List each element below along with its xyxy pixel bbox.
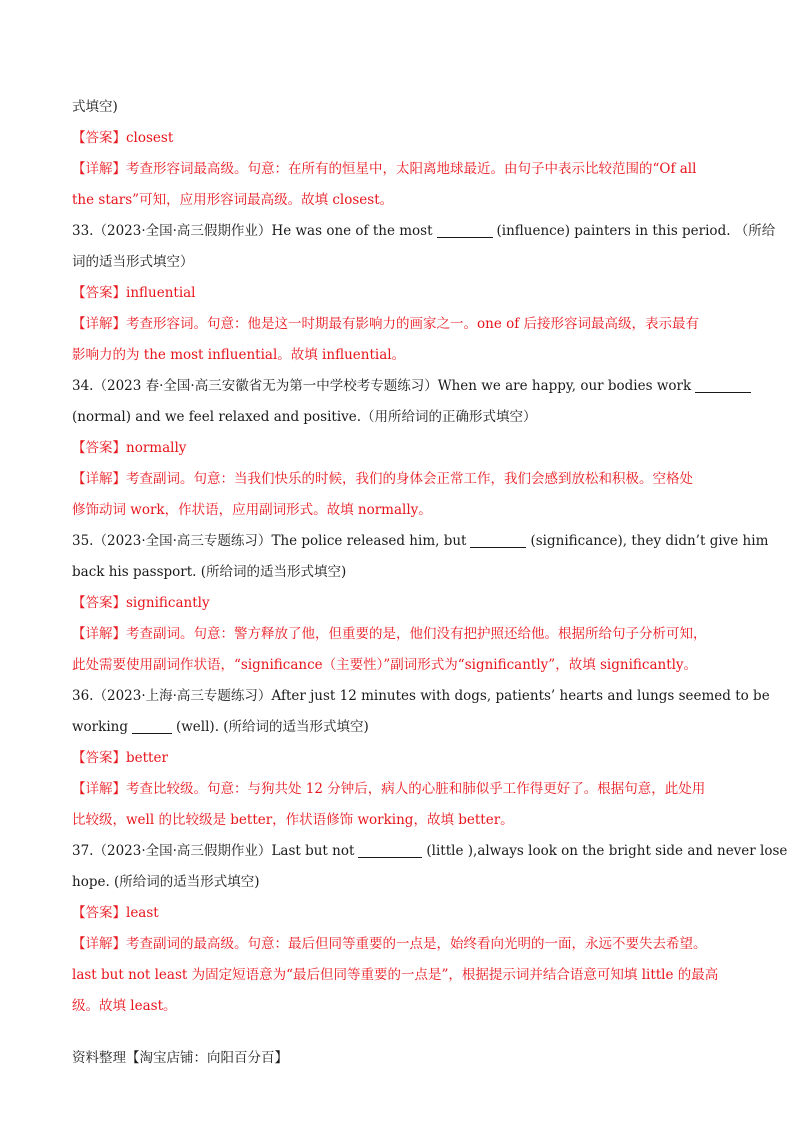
answer-blank <box>437 219 493 238</box>
q32-answer <box>72 123 728 154</box>
question-text: 词的适当形式填空） <box>72 254 194 270</box>
detail-text: 影响力的为 the most influential。故填 influential。 <box>72 347 406 363</box>
q36-question-line2 <box>72 712 728 743</box>
detail-text: 比较级，well 的比较级是 better，作状语修饰 working，故填 better。 <box>72 812 514 828</box>
question-number: 36. <box>72 688 94 704</box>
answer-tag: 【答案】 <box>72 905 126 921</box>
q34-detail-line1 <box>72 464 728 495</box>
fragment-text: 式填空) <box>72 99 118 115</box>
detail-tag: 【详解】 <box>72 781 126 797</box>
q34-question-line2 <box>72 402 728 433</box>
answer-tag: 【答案】 <box>72 130 126 146</box>
question-text: When we are happy, our bodies work <box>437 378 692 394</box>
detail-text: 此处需要使用副词作状语，“significance（主要性）”副词形式为“significantly”，故填 significantly。 <box>72 657 698 673</box>
q35-answer <box>72 588 728 619</box>
q34-question-line1 <box>72 371 728 402</box>
question-text: (normal) and we feel relaxed and positive.（用所给词的正确形式填空） <box>72 409 537 425</box>
fragment-line <box>72 92 728 123</box>
question-source: （2023·全国·高三专题练习） <box>93 533 272 549</box>
q36-answer <box>72 743 728 774</box>
detail-text: 修饰动词 work，作状语，应用副词形式。故填 normally。 <box>72 502 432 518</box>
question-text: He was one of the most <box>271 223 433 239</box>
answer-tag: 【答案】 <box>72 440 126 456</box>
question-text: hope. (所给词的适当形式填空) <box>72 874 260 890</box>
page-footer <box>72 1046 288 1066</box>
question-text: (influence) painters in this period. （所给 <box>496 223 776 239</box>
detail-text: 考查形容词。句意：他是这一时期最有影响力的画家之一。one of 后接形容词最高级，表示最有 <box>126 316 700 332</box>
q33-question-line1 <box>72 216 776 247</box>
detail-text: 考查比较级。句意：与狗共处 12 分钟后，病人的心脏和肺似乎工作得更好了。根据句意，此处用 <box>126 781 706 797</box>
detail-text: the stars”可知，应用形容词最高级。故填 closest。 <box>72 192 394 208</box>
question-source: （2023·全国·高三假期作业） <box>93 223 272 239</box>
document-page <box>72 92 788 1022</box>
q35-detail-line2 <box>72 650 728 681</box>
detail-tag: 【详解】 <box>72 471 126 487</box>
answer-text: least <box>126 905 159 921</box>
question-text: (little ),always look on the bright side and never lose <box>426 843 788 859</box>
answer-blank <box>358 839 422 858</box>
answer-text: normally <box>126 440 187 456</box>
detail-text: 考查形容词最高级。句意：在所有的恒星中，太阳离地球最近。由句子中表示比较范围的“Of all <box>126 161 697 177</box>
answer-tag: 【答案】 <box>72 750 126 766</box>
q36-question-line1 <box>72 681 770 712</box>
q33-question-line2 <box>72 247 728 278</box>
answer-tag: 【答案】 <box>72 285 126 301</box>
answer-tag: 【答案】 <box>72 595 126 611</box>
answer-text: closest <box>126 130 174 146</box>
answer-blank <box>470 529 526 548</box>
answer-text: better <box>126 750 168 766</box>
q37-question-line2 <box>72 867 728 898</box>
q35-question-line2 <box>72 557 728 588</box>
question-number: 33. <box>72 223 94 239</box>
question-text: Last but not <box>271 843 355 859</box>
detail-tag: 【详解】 <box>72 626 126 642</box>
q34-detail-line2 <box>72 495 728 526</box>
q33-detail-line1 <box>72 309 728 340</box>
q34-answer <box>72 433 728 464</box>
detail-text: 级。故填 least。 <box>72 998 177 1014</box>
q32-detail-line2 <box>72 185 728 216</box>
detail-tag: 【详解】 <box>72 316 126 332</box>
question-number: 35. <box>72 533 94 549</box>
detail-tag: 【详解】 <box>72 936 126 952</box>
detail-text: 考查副词。句意：警方释放了他，但重要的是，他们没有把护照还给他。根据所给句子分析可知， <box>126 626 707 642</box>
question-text: The police released him, but <box>271 533 467 549</box>
detail-text: 考查副词的最高级。句意：最后但同等重要的一点是，始终看向光明的一面，永远不要失去希望。 <box>126 936 707 952</box>
question-source: （2023·上海·高三专题练习） <box>93 688 272 704</box>
q37-detail-line3 <box>72 991 728 1022</box>
detail-text: 考查副词。句意：当我们快乐的时候，我们的身体会正常工作，我们会感到放松和积极。空格处 <box>126 471 693 487</box>
question-text: back his passport. (所给词的适当形式填空) <box>72 564 347 580</box>
question-text: (significance), they didn’t give him <box>530 533 769 549</box>
question-number: 34. <box>72 378 94 394</box>
answer-blank <box>695 374 751 393</box>
question-text: working <box>72 719 128 735</box>
q37-detail-line1 <box>72 929 728 960</box>
question-source: （2023·全国·高三假期作业） <box>93 843 272 859</box>
q33-answer <box>72 278 728 309</box>
question-source: （2023 春·全国·高三安徽省无为第一中学校考专题练习） <box>93 378 438 394</box>
q32-detail-line1 <box>72 154 728 185</box>
q36-detail-line2 <box>72 805 728 836</box>
detail-text: last but not least 为固定短语意为“最后但同等重要的一点是”，根据提示词并结合语意可知填 little 的最高 <box>72 967 719 983</box>
question-number: 37. <box>72 843 94 859</box>
q36-detail-line1 <box>72 774 728 805</box>
q37-question-line1 <box>72 836 788 867</box>
footer-shop: 【淘宝店铺：向阳百分百】 <box>126 1050 288 1066</box>
answer-text: influential <box>126 285 196 301</box>
question-text: (well). (所给词的适当形式填空) <box>175 719 369 735</box>
detail-tag: 【详解】 <box>72 161 126 177</box>
question-text: After just 12 minutes with dogs, patients’ hearts and lungs seemed to be <box>271 688 770 704</box>
q33-detail-line2 <box>72 340 728 371</box>
q35-question-line1 <box>72 526 769 557</box>
q37-detail-line2 <box>72 960 728 991</box>
answer-text: significantly <box>126 595 210 611</box>
q37-answer <box>72 898 728 929</box>
answer-blank <box>132 715 172 734</box>
footer-prefix: 资料整理 <box>72 1050 126 1066</box>
q35-detail-line1 <box>72 619 728 650</box>
